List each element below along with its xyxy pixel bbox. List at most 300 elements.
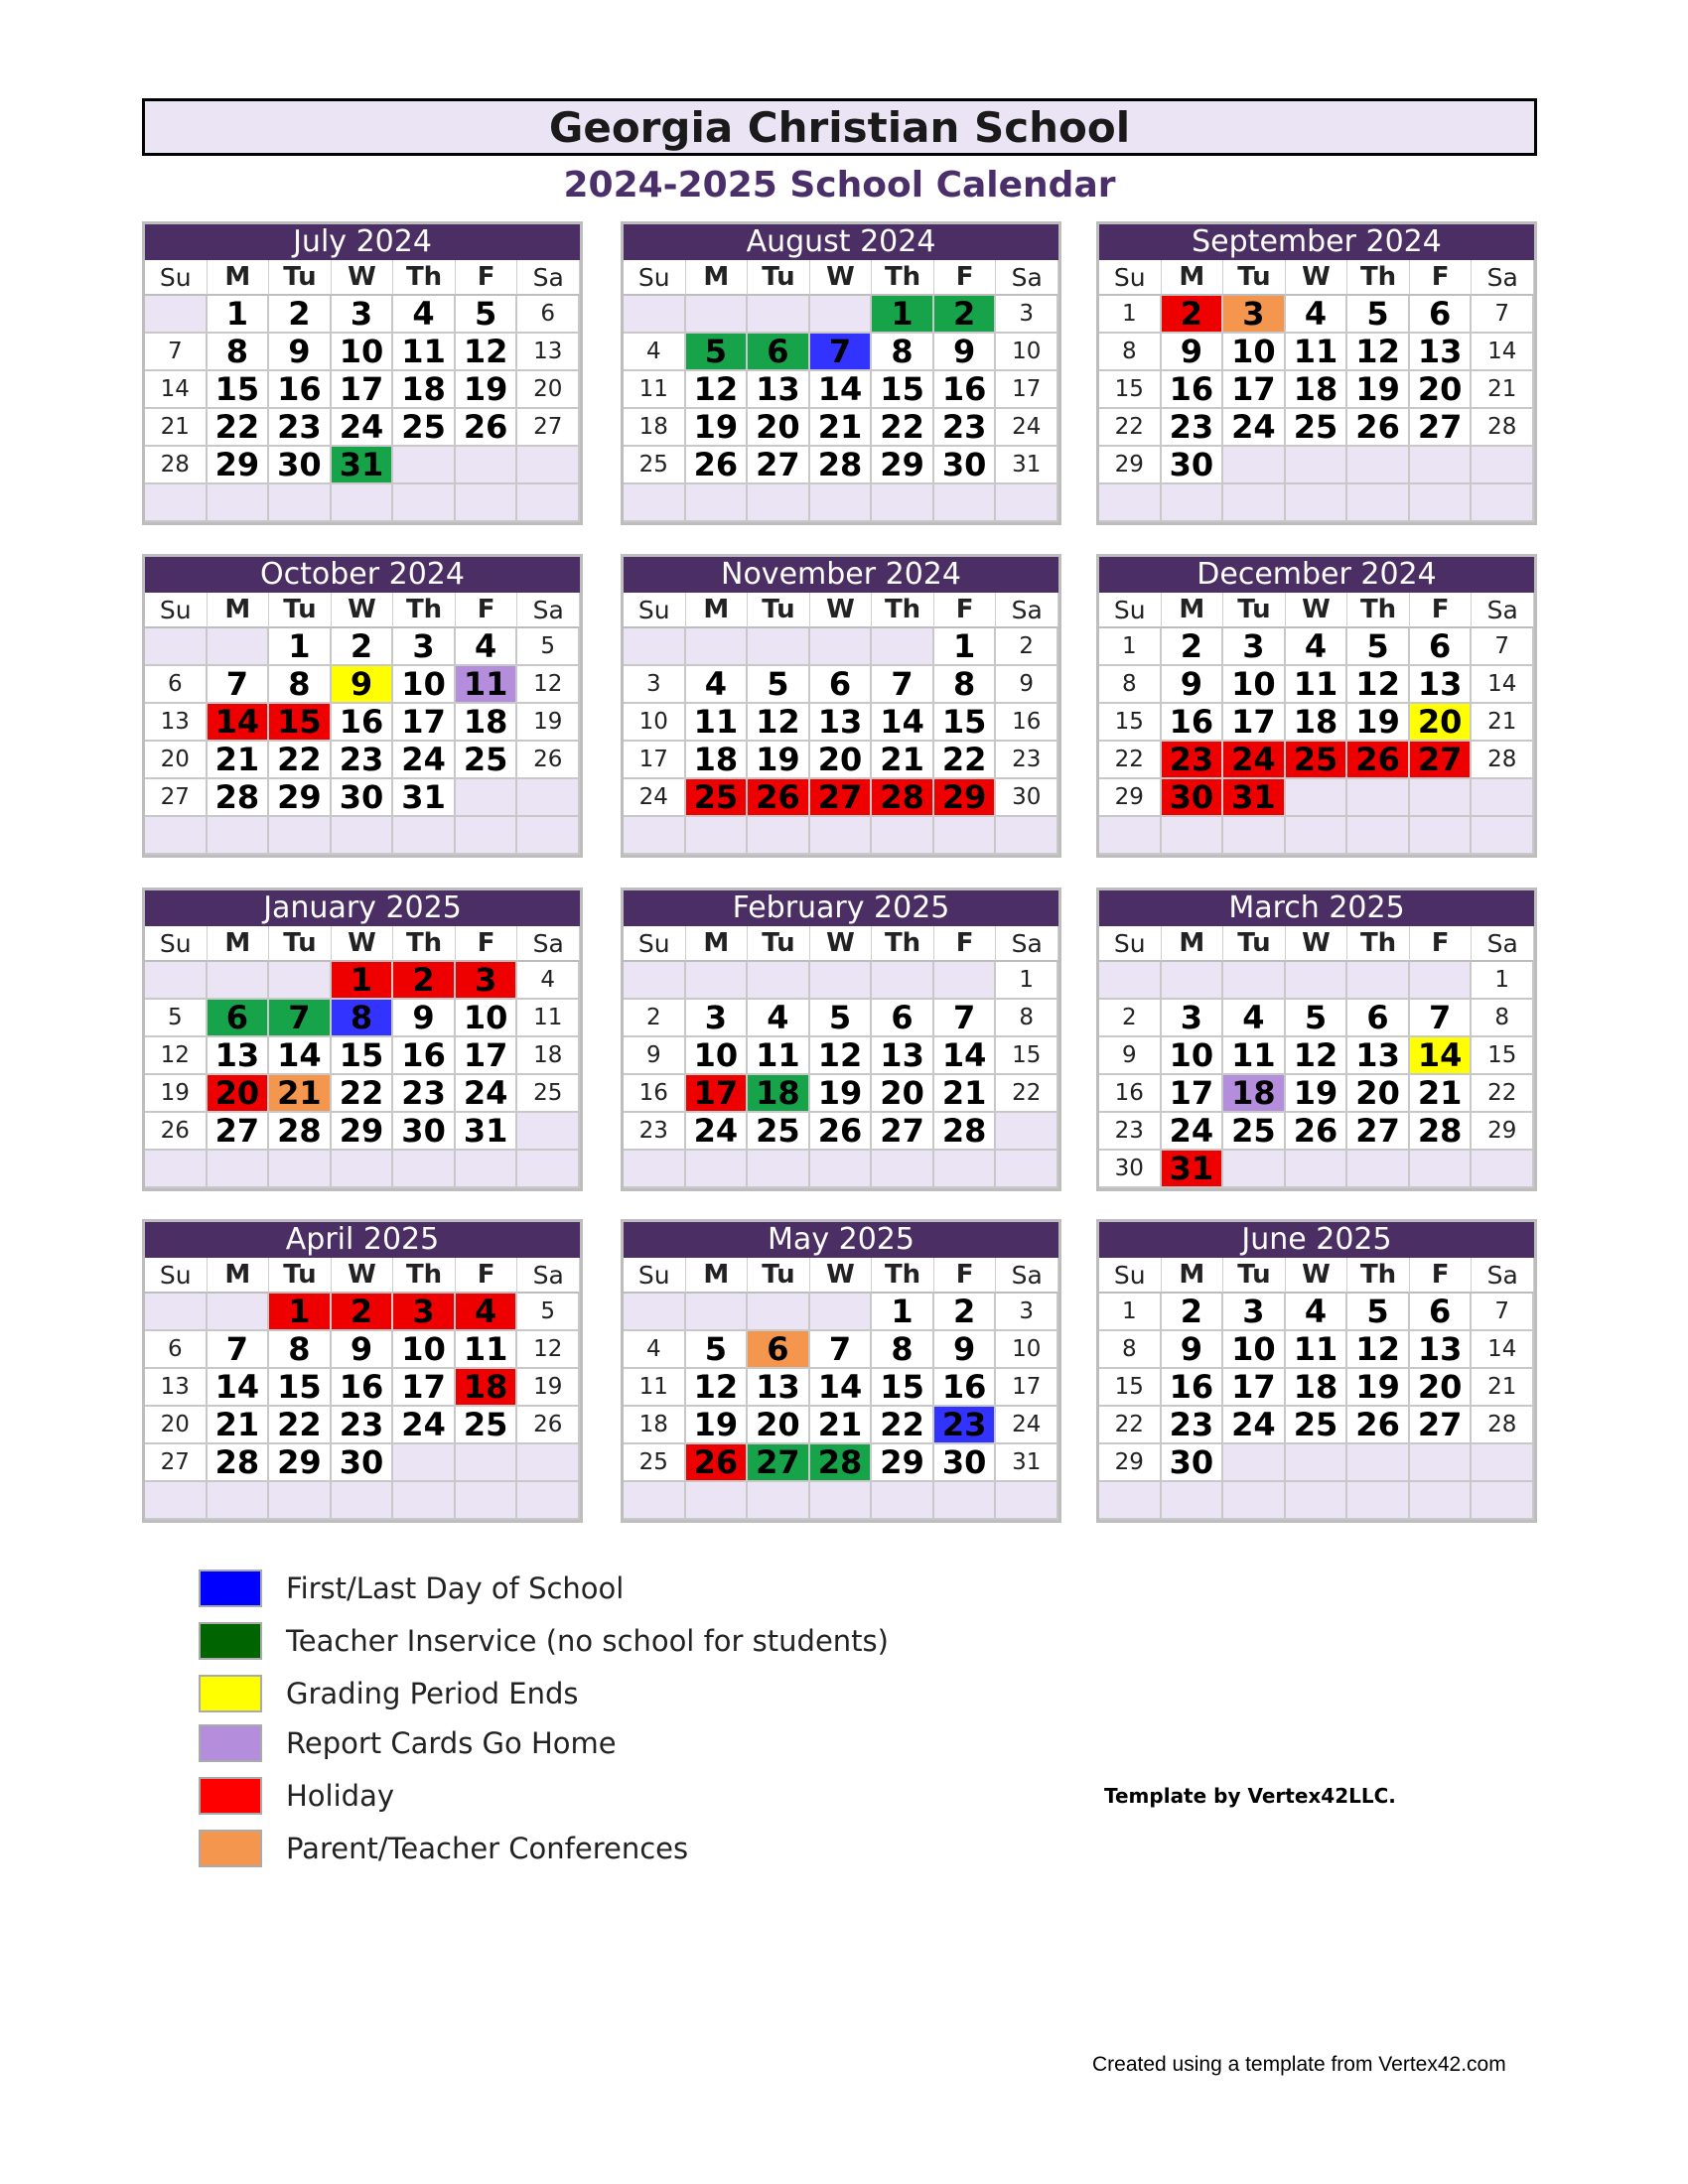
weekday-header: M	[208, 926, 270, 962]
day-cell: 23	[1162, 1407, 1224, 1444]
day-cell: 9	[1162, 1331, 1224, 1369]
day-cell: 21	[1472, 1369, 1534, 1407]
day-cell: 29	[1099, 447, 1162, 484]
month-calendar	[621, 887, 1061, 1191]
day-cell: 15	[332, 1037, 394, 1075]
empty-cell	[934, 1151, 997, 1188]
day-cell: 10	[1223, 334, 1286, 371]
day-cell: 11	[1286, 666, 1348, 704]
school-name: Georgia Christian School	[142, 98, 1537, 156]
day-cell: 26	[1347, 742, 1410, 779]
day-cell: 10	[686, 1037, 749, 1075]
day-cell: 18	[456, 1369, 518, 1407]
day-cell: 27	[1410, 742, 1473, 779]
day-cell: 30	[1162, 779, 1224, 817]
empty-cell	[1410, 1151, 1473, 1188]
month-title: October 2024	[145, 557, 580, 593]
weekday-header: W	[332, 260, 394, 296]
weekday-header: M	[686, 926, 749, 962]
weekday-header: Th	[1347, 593, 1410, 628]
day-cell: 9	[934, 334, 997, 371]
day-cell: 7	[810, 334, 873, 371]
weekday-header: W	[810, 260, 873, 296]
day-cell: 8	[1099, 334, 1162, 371]
weekday-header: Th	[1347, 926, 1410, 962]
day-cell: 17	[1223, 1369, 1286, 1407]
day-cell: 20	[145, 742, 208, 779]
day-cell: 30	[332, 1444, 394, 1482]
weekday-header: Su	[1099, 926, 1162, 962]
month-title: September 2024	[1099, 224, 1534, 260]
day-cell: 2	[934, 1294, 997, 1331]
day-cell: 4	[1286, 296, 1348, 334]
day-cell: 5	[686, 334, 749, 371]
day-cell: 3	[996, 296, 1058, 334]
empty-cell	[145, 1482, 208, 1520]
day-cell: 2	[1162, 296, 1224, 334]
day-cell: 13	[872, 1037, 934, 1075]
day-cell: 20	[517, 371, 580, 409]
day-cell: 7	[145, 334, 208, 371]
day-cell: 22	[996, 1075, 1058, 1113]
empty-cell	[686, 1294, 749, 1331]
day-cell: 14	[1472, 334, 1534, 371]
empty-cell	[1286, 962, 1348, 1000]
day-cell: 25	[456, 742, 518, 779]
day-cell: 6	[145, 666, 208, 704]
day-cell: 19	[517, 1369, 580, 1407]
day-cell: 29	[1472, 1113, 1534, 1151]
day-cell: 26	[145, 1113, 208, 1151]
weekday-header: Th	[393, 593, 456, 628]
day-cell: 20	[748, 409, 810, 447]
day-cell: 21	[1472, 704, 1534, 742]
day-cell: 30	[332, 779, 394, 817]
empty-cell	[269, 1151, 332, 1188]
day-cell: 14	[269, 1037, 332, 1075]
weekday-header: Tu	[269, 1258, 332, 1294]
day-cell: 15	[1099, 1369, 1162, 1407]
day-cell: 9	[332, 666, 394, 704]
day-cell: 5	[810, 1000, 873, 1037]
day-cell: 3	[1223, 628, 1286, 666]
day-cell: 30	[1162, 1444, 1224, 1482]
weekday-header: Tu	[1223, 1258, 1286, 1294]
weekday-header: Th	[872, 1258, 934, 1294]
day-cell: 19	[748, 742, 810, 779]
day-cell: 11	[624, 371, 686, 409]
empty-cell	[748, 962, 810, 1000]
day-cell: 11	[624, 1369, 686, 1407]
day-cell: 28	[934, 1113, 997, 1151]
day-cell: 11	[748, 1037, 810, 1075]
day-cell: 4	[517, 962, 580, 1000]
day-cell: 24	[996, 409, 1058, 447]
day-cell: 14	[208, 1369, 270, 1407]
day-cell: 29	[332, 1113, 394, 1151]
day-cell: 9	[934, 1331, 997, 1369]
day-cell: 2	[624, 1000, 686, 1037]
day-cell: 17	[393, 1369, 456, 1407]
weekday-header: Su	[624, 260, 686, 296]
day-cell: 3	[1223, 1294, 1286, 1331]
day-cell: 3	[1223, 296, 1286, 334]
empty-cell	[810, 1151, 873, 1188]
day-cell: 13	[1410, 1331, 1473, 1369]
day-cell: 12	[686, 1369, 749, 1407]
weekday-header: Tu	[748, 926, 810, 962]
day-cell: 23	[934, 409, 997, 447]
empty-cell	[996, 1113, 1058, 1151]
empty-cell	[686, 628, 749, 666]
empty-cell	[517, 1113, 580, 1151]
day-cell: 27	[748, 1444, 810, 1482]
day-cell: 25	[624, 447, 686, 484]
weekday-header: Th	[1347, 260, 1410, 296]
empty-cell	[872, 817, 934, 855]
empty-cell	[1162, 817, 1224, 855]
day-cell: 8	[872, 1331, 934, 1369]
day-cell: 10	[1162, 1037, 1224, 1075]
empty-cell	[686, 962, 749, 1000]
empty-cell	[393, 1482, 456, 1520]
day-cell: 2	[996, 628, 1058, 666]
weekday-header: F	[1410, 593, 1473, 628]
day-cell: 27	[1410, 409, 1473, 447]
day-cell: 11	[686, 704, 749, 742]
day-cell: 12	[1347, 334, 1410, 371]
day-cell: 9	[1162, 666, 1224, 704]
empty-cell	[1347, 962, 1410, 1000]
weekday-header: W	[810, 926, 873, 962]
day-cell: 14	[1472, 1331, 1534, 1369]
empty-cell	[1223, 817, 1286, 855]
month-calendar	[142, 221, 583, 525]
day-cell: 10	[1223, 1331, 1286, 1369]
month-title: January 2025	[145, 890, 580, 926]
empty-cell	[269, 962, 332, 1000]
day-cell: 6	[872, 1000, 934, 1037]
empty-cell	[332, 1151, 394, 1188]
day-cell: 24	[456, 1075, 518, 1113]
month-calendar	[1096, 221, 1537, 525]
day-cell: 2	[332, 628, 394, 666]
day-cell: 8	[269, 1331, 332, 1369]
day-cell: 6	[517, 296, 580, 334]
empty-cell	[810, 962, 873, 1000]
day-cell: 17	[996, 371, 1058, 409]
empty-cell	[624, 296, 686, 334]
empty-cell	[145, 1151, 208, 1188]
day-cell: 28	[1472, 409, 1534, 447]
day-cell: 27	[145, 779, 208, 817]
day-cell: 1	[332, 962, 394, 1000]
empty-cell	[456, 484, 518, 522]
empty-cell	[208, 484, 270, 522]
day-cell: 17	[1223, 704, 1286, 742]
empty-cell	[748, 1294, 810, 1331]
empty-cell	[1099, 962, 1162, 1000]
empty-cell	[934, 817, 997, 855]
day-cell: 22	[269, 742, 332, 779]
day-cell: 9	[332, 1331, 394, 1369]
day-cell: 27	[145, 1444, 208, 1482]
day-cell: 15	[1099, 371, 1162, 409]
weekday-header: M	[1162, 926, 1224, 962]
day-cell: 28	[269, 1113, 332, 1151]
day-cell: 19	[810, 1075, 873, 1113]
day-cell: 19	[686, 1407, 749, 1444]
day-cell: 29	[1099, 779, 1162, 817]
day-cell: 3	[686, 1000, 749, 1037]
day-cell: 30	[393, 1113, 456, 1151]
day-cell: 12	[1286, 1037, 1348, 1075]
empty-cell	[872, 628, 934, 666]
empty-cell	[517, 1482, 580, 1520]
empty-cell	[269, 484, 332, 522]
empty-cell	[686, 1482, 749, 1520]
day-cell: 11	[1286, 334, 1348, 371]
day-cell: 9	[996, 666, 1058, 704]
empty-cell	[1223, 1444, 1286, 1482]
empty-cell	[810, 484, 873, 522]
empty-cell	[624, 962, 686, 1000]
empty-cell	[1286, 817, 1348, 855]
empty-cell	[1410, 447, 1473, 484]
weekday-header: M	[208, 593, 270, 628]
day-cell: 23	[393, 1075, 456, 1113]
empty-cell	[1347, 1151, 1410, 1188]
empty-cell	[1410, 962, 1473, 1000]
day-cell: 5	[748, 666, 810, 704]
day-cell: 3	[624, 666, 686, 704]
day-cell: 8	[996, 1000, 1058, 1037]
month-title: August 2024	[624, 224, 1058, 260]
empty-cell	[145, 817, 208, 855]
day-cell: 26	[1347, 409, 1410, 447]
legend-item-conferences	[199, 1829, 688, 1868]
day-cell: 4	[456, 628, 518, 666]
empty-cell	[1099, 484, 1162, 522]
day-cell: 5	[1347, 296, 1410, 334]
day-cell: 27	[810, 779, 873, 817]
empty-cell	[1099, 1482, 1162, 1520]
day-cell: 11	[456, 666, 518, 704]
legend-swatch	[199, 1777, 262, 1815]
weekday-header: Su	[1099, 593, 1162, 628]
empty-cell	[1223, 1482, 1286, 1520]
empty-cell	[1472, 447, 1534, 484]
day-cell: 29	[269, 1444, 332, 1482]
empty-cell	[624, 628, 686, 666]
day-cell: 6	[208, 1000, 270, 1037]
month-calendar	[1096, 1219, 1537, 1523]
day-cell: 19	[686, 409, 749, 447]
day-cell: 29	[872, 1444, 934, 1482]
day-cell: 28	[1472, 1407, 1534, 1444]
day-cell: 22	[872, 409, 934, 447]
day-cell: 2	[934, 296, 997, 334]
day-cell: 6	[810, 666, 873, 704]
weekday-header: Tu	[269, 260, 332, 296]
day-cell: 8	[269, 666, 332, 704]
day-cell: 14	[810, 371, 873, 409]
empty-cell	[1472, 1482, 1534, 1520]
weekday-header: Tu	[1223, 593, 1286, 628]
day-cell: 13	[748, 371, 810, 409]
empty-cell	[624, 484, 686, 522]
day-cell: 22	[934, 742, 997, 779]
day-cell: 26	[456, 409, 518, 447]
day-cell: 19	[517, 704, 580, 742]
weekday-header: Sa	[1472, 593, 1534, 628]
empty-cell	[208, 1482, 270, 1520]
day-cell: 4	[686, 666, 749, 704]
empty-cell	[1347, 779, 1410, 817]
empty-cell	[517, 779, 580, 817]
day-cell: 9	[1099, 1037, 1162, 1075]
empty-cell	[517, 817, 580, 855]
empty-cell	[517, 1444, 580, 1482]
weekday-header: F	[934, 593, 997, 628]
month-calendar	[142, 554, 583, 858]
day-cell: 22	[208, 409, 270, 447]
weekday-header: W	[332, 1258, 394, 1294]
weekday-header: M	[686, 1258, 749, 1294]
day-cell: 18	[748, 1075, 810, 1113]
day-cell: 4	[456, 1294, 518, 1331]
empty-cell	[145, 296, 208, 334]
day-cell: 7	[1472, 628, 1534, 666]
empty-cell	[624, 1294, 686, 1331]
month-title: May 2025	[624, 1222, 1058, 1258]
empty-cell	[686, 484, 749, 522]
day-cell: 13	[1410, 666, 1473, 704]
legend-item-report-cards	[199, 1723, 617, 1763]
day-cell: 3	[332, 296, 394, 334]
month-calendar	[1096, 887, 1537, 1191]
empty-cell	[624, 817, 686, 855]
day-cell: 26	[1347, 1407, 1410, 1444]
day-cell: 1	[208, 296, 270, 334]
day-cell: 21	[872, 742, 934, 779]
day-cell: 16	[624, 1075, 686, 1113]
day-cell: 15	[1099, 704, 1162, 742]
day-cell: 10	[332, 334, 394, 371]
day-cell: 12	[145, 1037, 208, 1075]
day-cell: 8	[1472, 1000, 1534, 1037]
empty-cell	[1286, 1444, 1348, 1482]
day-cell: 24	[393, 1407, 456, 1444]
weekday-header: F	[456, 260, 518, 296]
legend-item-grading-period	[199, 1674, 579, 1713]
day-cell: 21	[208, 742, 270, 779]
weekday-header: Sa	[517, 593, 580, 628]
weekday-header: Su	[145, 593, 208, 628]
weekday-header: F	[934, 926, 997, 962]
day-cell: 10	[996, 334, 1058, 371]
day-cell: 18	[686, 742, 749, 779]
weekday-header: Th	[393, 926, 456, 962]
day-cell: 16	[1099, 1075, 1162, 1113]
day-cell: 2	[1162, 1294, 1224, 1331]
day-cell: 8	[208, 334, 270, 371]
empty-cell	[1162, 484, 1224, 522]
empty-cell	[1410, 779, 1473, 817]
empty-cell	[393, 447, 456, 484]
day-cell: 20	[1410, 1369, 1473, 1407]
empty-cell	[1286, 1482, 1348, 1520]
day-cell: 4	[1286, 628, 1348, 666]
day-cell: 10	[393, 1331, 456, 1369]
month-calendar	[142, 887, 583, 1191]
weekday-header: Sa	[996, 593, 1058, 628]
day-cell: 4	[748, 1000, 810, 1037]
empty-cell	[748, 1482, 810, 1520]
day-cell: 30	[934, 447, 997, 484]
legend-swatch	[199, 1622, 262, 1660]
day-cell: 21	[1410, 1075, 1473, 1113]
day-cell: 4	[624, 334, 686, 371]
day-cell: 13	[1410, 334, 1473, 371]
empty-cell	[1099, 817, 1162, 855]
day-cell: 1	[934, 628, 997, 666]
empty-cell	[456, 1444, 518, 1482]
day-cell: 6	[145, 1331, 208, 1369]
day-cell: 17	[456, 1037, 518, 1075]
empty-cell	[810, 1294, 873, 1331]
month-title: July 2024	[145, 224, 580, 260]
day-cell: 13	[517, 334, 580, 371]
weekday-header: W	[1286, 926, 1348, 962]
day-cell: 19	[1347, 1369, 1410, 1407]
day-cell: 4	[393, 296, 456, 334]
day-cell: 24	[1162, 1113, 1224, 1151]
day-cell: 14	[934, 1037, 997, 1075]
weekday-header: Th	[872, 926, 934, 962]
day-cell: 6	[1410, 296, 1473, 334]
legend-label: Report Cards Go Home	[286, 1726, 617, 1760]
day-cell: 10	[624, 704, 686, 742]
day-cell: 20	[872, 1075, 934, 1113]
day-cell: 15	[1472, 1037, 1534, 1075]
day-cell: 22	[872, 1407, 934, 1444]
legend-label: Parent/Teacher Conferences	[286, 1832, 689, 1865]
empty-cell	[1286, 1151, 1348, 1188]
empty-cell	[1410, 817, 1473, 855]
weekday-header: Tu	[748, 593, 810, 628]
day-cell: 8	[332, 1000, 394, 1037]
day-cell: 23	[1162, 409, 1224, 447]
legend-swatch	[199, 1830, 262, 1867]
day-cell: 8	[934, 666, 997, 704]
day-cell: 14	[872, 704, 934, 742]
day-cell: 5	[145, 1000, 208, 1037]
day-cell: 1	[1099, 1294, 1162, 1331]
day-cell: 20	[1410, 371, 1473, 409]
day-cell: 14	[1410, 1037, 1473, 1075]
day-cell: 16	[934, 371, 997, 409]
weekday-header: W	[810, 593, 873, 628]
day-cell: 14	[1472, 666, 1534, 704]
day-cell: 18	[624, 1407, 686, 1444]
day-cell: 7	[269, 1000, 332, 1037]
empty-cell	[1347, 447, 1410, 484]
empty-cell	[1347, 1482, 1410, 1520]
weekday-header: F	[456, 593, 518, 628]
day-cell: 10	[393, 666, 456, 704]
weekday-header: Sa	[996, 260, 1058, 296]
